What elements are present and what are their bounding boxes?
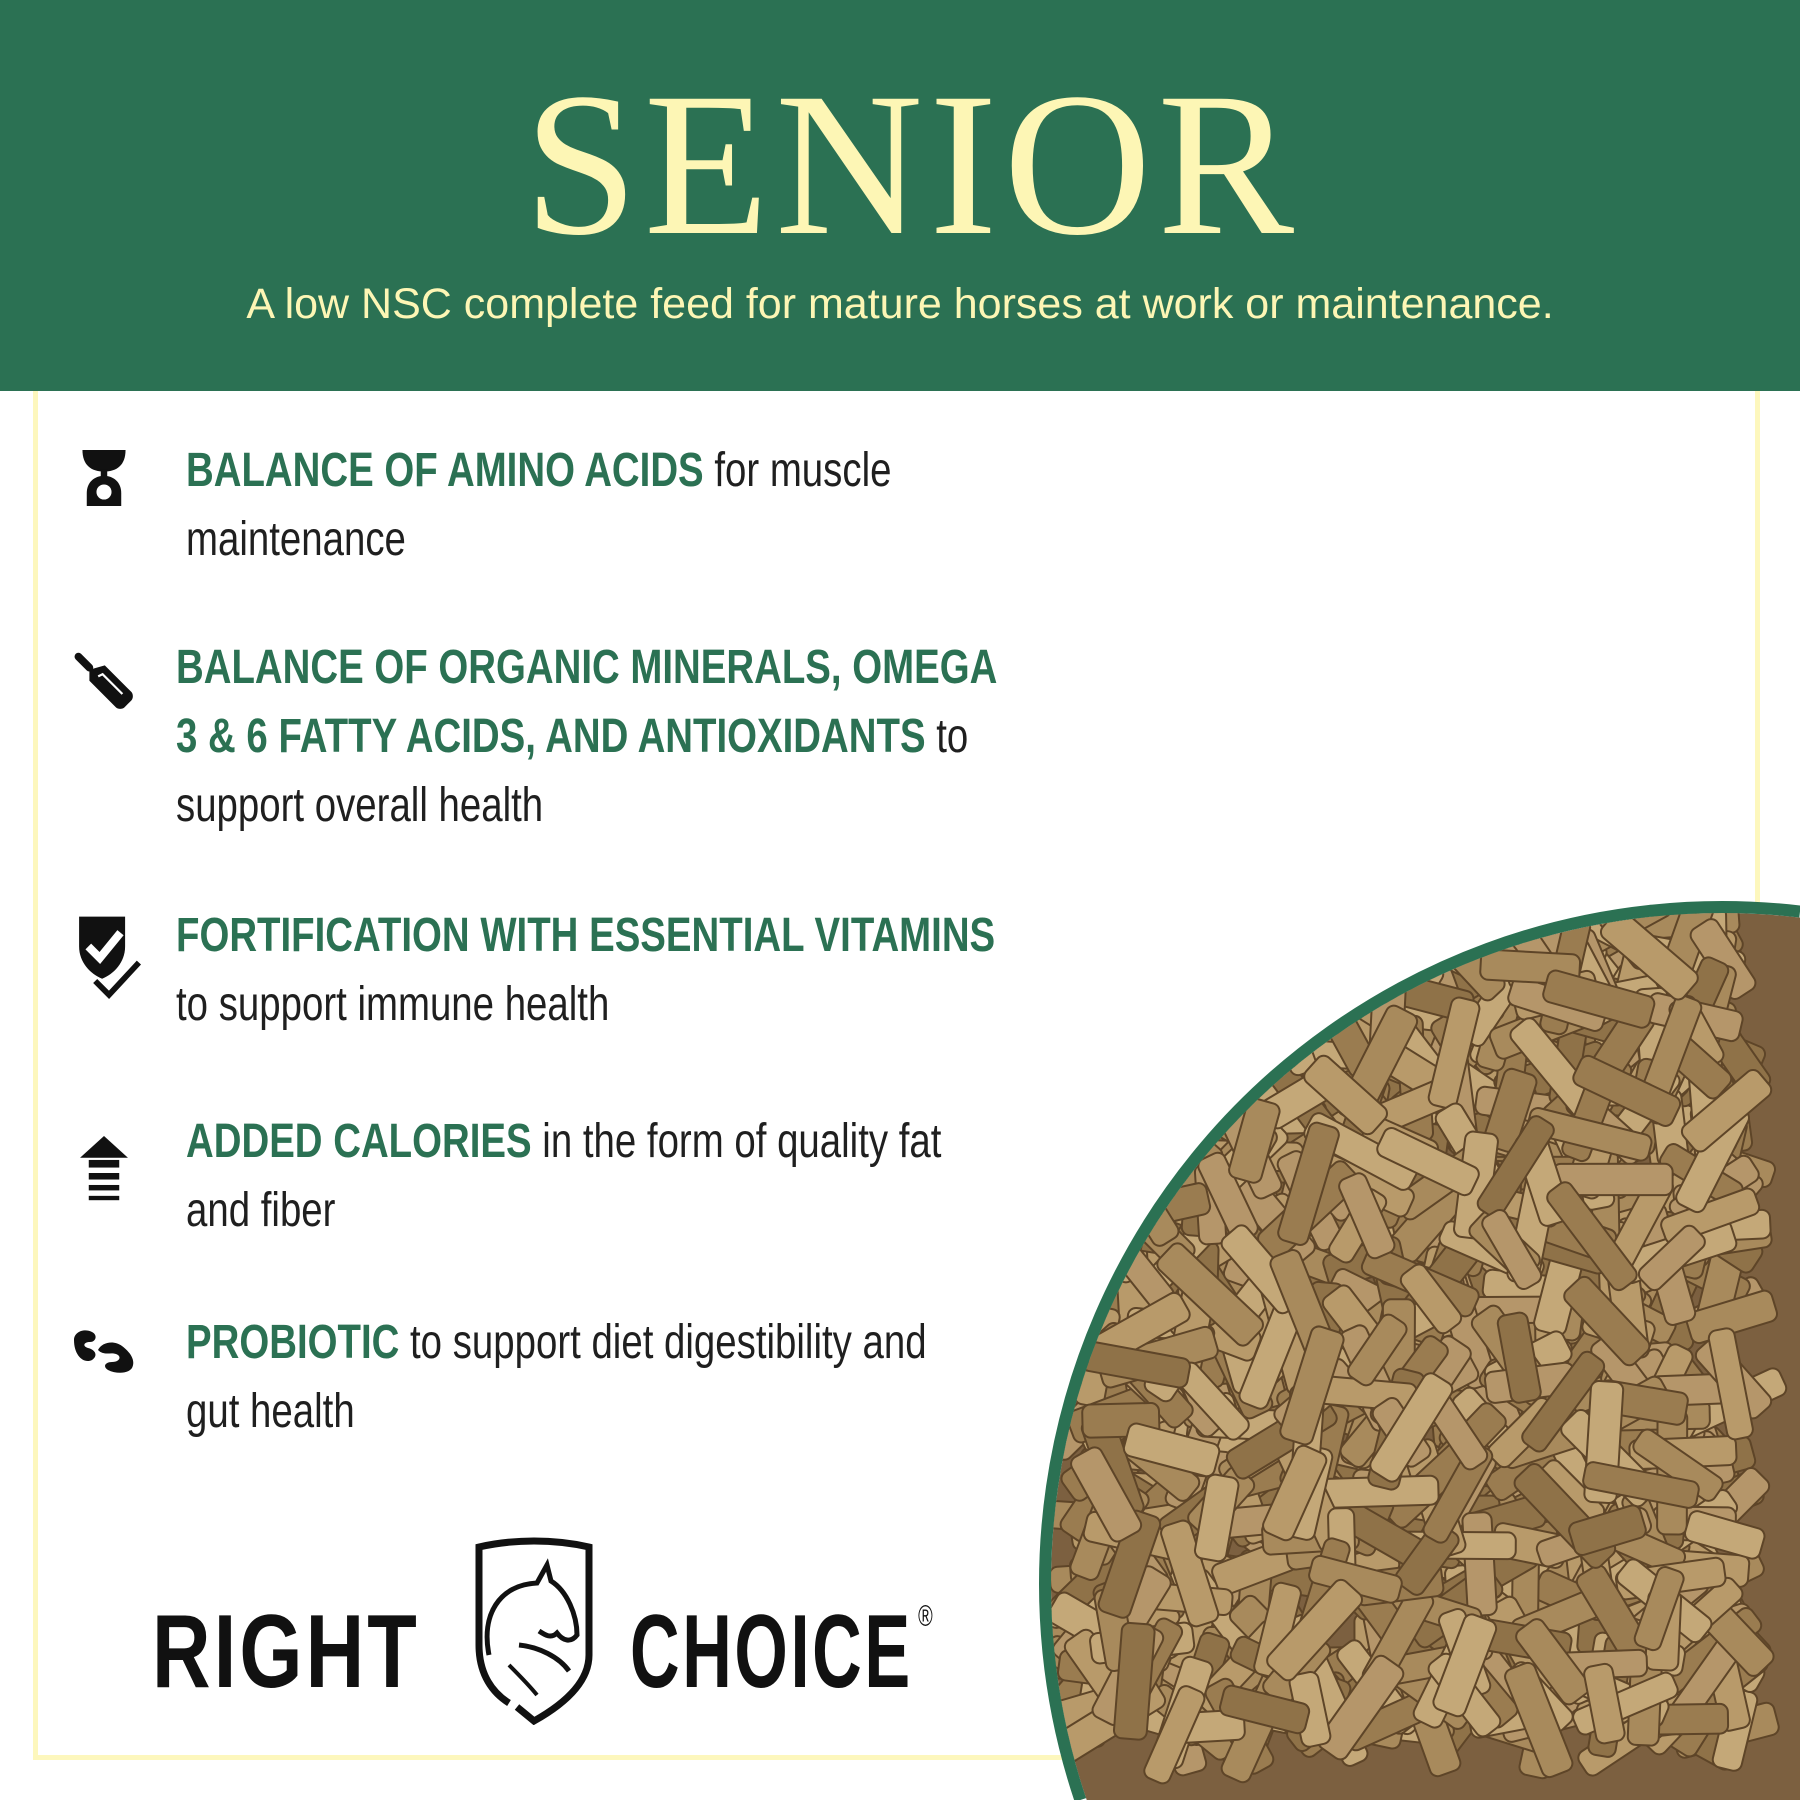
feature-highlight: BALANCE OF AMINO ACIDS bbox=[186, 444, 704, 497]
page-title: SENIOR bbox=[523, 51, 1301, 278]
logo-word-choice: CHOICE bbox=[630, 1594, 913, 1710]
logo-word-right: RIGHT bbox=[152, 1594, 420, 1710]
pellet bbox=[1462, 1512, 1497, 1616]
subtitle: A low NSC complete feed for mature horses at work or maintenance. bbox=[246, 280, 1554, 328]
pellet-group bbox=[1038, 863, 1789, 1786]
registered-mark: ® bbox=[918, 1600, 933, 1633]
